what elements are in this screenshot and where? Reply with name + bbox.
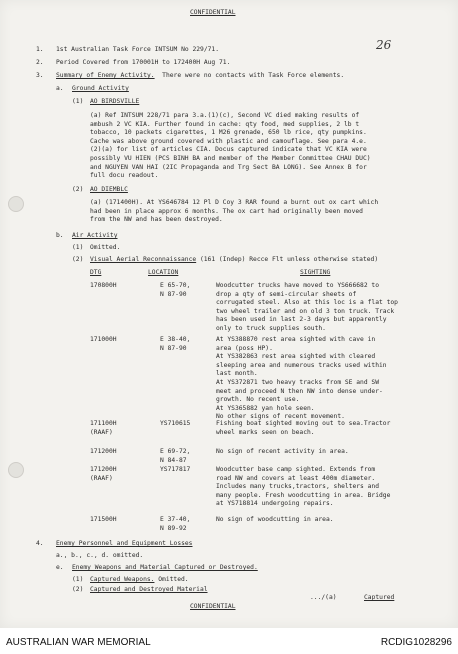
text-line: had been in place approx 6 months. The ox cart had originally been moved — [90, 207, 363, 215]
sighting-text: At YS365882 yan hole seen. — [216, 404, 315, 412]
text-line: possibly VU HIEN (PCS BINH BA and member of the Member Committee CHAU DUC) — [90, 155, 371, 162]
sub-label: (2) — [72, 586, 84, 593]
text-line: (2)(a) for list of articles CIA. Docus captured indicate that VC KIA were — [90, 146, 367, 154]
sighting-text: area (poss HP). — [216, 344, 273, 352]
sub-label: (1) — [72, 576, 84, 583]
item-number: 3. — [36, 72, 44, 79]
sighting-location: N 87-90 — [160, 344, 187, 352]
sighting-text: At YS382863 rest area sighted with cleared — [216, 353, 376, 361]
col-sighting: SIGHTING — [300, 269, 331, 276]
sighting-text: two wheel trailer and on old 3 ton truck. Track — [216, 307, 395, 315]
text-line: (a) (171400H). At YS646784 12 Pl D Coy 3 RAR found a burnt out ox cart which — [90, 199, 379, 206]
sighting-location: N 84-87 — [160, 456, 187, 464]
summary-line — [56, 72, 344, 80]
footer-record-id: RCDIG1028296 — [380, 637, 452, 648]
sighting-dtg: 171100H — [90, 420, 117, 427]
sighting-text: No sign of recent activity in area. — [216, 448, 349, 455]
sighting-text: growth. No recent use. — [216, 396, 300, 404]
col-dtg: DTG — [90, 269, 102, 276]
period-covered: Period Covered from 170001H to 172400H Aug 71. — [56, 59, 231, 66]
sighting-text: only to truck supplies south. — [216, 325, 326, 332]
sighting-location: N 87-90 — [160, 290, 187, 298]
text-line: full docu readout. — [90, 172, 159, 180]
text-line: tobacco, 10 packets cigarettes, 1 M26 grenade, 650 lb rice, qty pumpkins. — [90, 129, 367, 137]
item-number: 4. — [36, 540, 44, 547]
sighting-dtg: 171200H — [90, 448, 117, 455]
sighting-text: meet and proceed N then NW into dense under- — [216, 387, 383, 395]
sub-label: (2) — [72, 186, 84, 193]
var-text: (161 (Indep) Recce Flt unless otherwise stated) — [196, 256, 379, 263]
sighting-text: Woodcutter base camp sighted. Extends from — [216, 466, 376, 473]
punch-hole — [8, 462, 24, 478]
ao-birdsville-heading: AO BIRDSVILLE — [90, 98, 140, 105]
sighting-dtg: 171000H — [90, 336, 117, 343]
text-line: and NGUYEN VAN HAI (2IC Propaganda and Trg Sect BA LONG). See Annex B for — [90, 163, 367, 171]
continuation-word: Captured — [364, 594, 395, 601]
col-location: LOCATION — [148, 269, 179, 276]
text-line: (a) Ref INTSUM 228/71 para 3.a.(1)(c), Second VC died making results of — [90, 112, 360, 119]
text-line: ambush 2 VC KIA. Further found in cache: qty food, med supplies, 2 lb t — [90, 120, 360, 128]
sighting-text: No other signs of recent movement. — [216, 413, 345, 421]
ao-diemblc-heading: AO DIEMBLC — [90, 186, 128, 193]
text-line: from the NW and has been destroyed. — [90, 216, 223, 224]
sighting-text: At YS372871 two heavy tracks from SE and SW — [216, 379, 380, 386]
weapons-heading: Enemy Weapons and Material Captured or Destroyed. — [72, 564, 258, 571]
summary-heading: Summary of Enemy Activity. — [56, 72, 155, 79]
sighting-text: No sign of woodcutting in area. — [216, 516, 334, 523]
sighting-dtg: 171200H — [90, 466, 117, 473]
sighting-dtg: 171500H — [90, 516, 117, 523]
sighting-text: road NW and covers at least 400m diameter. — [216, 474, 376, 482]
air-activity-heading: Air Activity — [72, 232, 118, 239]
sub-label: (2) — [72, 256, 84, 263]
sighting-text: sleeping area and numerous tracks used within — [216, 361, 387, 369]
losses-heading: Enemy Personnel and Equipment Losses — [56, 540, 193, 547]
var-line — [90, 256, 378, 264]
sub-label: b. — [56, 232, 64, 239]
sighting-location: E 65-70, — [160, 282, 191, 289]
intsum-title: 1st Australian Task Force INTSUM No 229/71. — [56, 46, 220, 53]
item-number: 1. — [36, 46, 44, 53]
sighting-text: Includes many trucks,tractors, shelters and — [216, 483, 380, 491]
sighting-text: At YS388870 rest area sighted with cave in — [216, 336, 376, 343]
omitted-items: a., b., c., d. omitted. — [56, 552, 144, 559]
punch-hole — [8, 196, 24, 212]
handwritten-page-number: 26 — [376, 38, 392, 52]
var-heading: Visual Aerial Reconnaissance — [90, 256, 197, 263]
item-number: 2. — [36, 59, 44, 66]
captured-weapons-heading: Captured Weapons. — [90, 576, 155, 583]
archive-footer — [0, 628, 458, 654]
continuation-prefix: .../(a) — [310, 594, 337, 601]
classification-top: CONFIDENTIAL — [190, 9, 236, 16]
sighting-text: last month. — [216, 370, 258, 378]
sighting-text: has been used in last 2-3 days but apparently — [216, 316, 387, 324]
sub-label: e. — [56, 564, 64, 571]
sighting-text: many people. Fresh woodcutting in area. Bridge — [216, 491, 391, 499]
captured-weapons-line — [90, 576, 189, 584]
sighting-text: at YS718814 undergoing repairs. — [216, 500, 334, 508]
classification-bottom: CONFIDENTIAL — [190, 603, 236, 610]
sub-label: (1) — [72, 98, 84, 105]
air-activity-omitted: Omitted. — [90, 244, 121, 251]
sighting-dtg: (RAAF) — [90, 428, 113, 436]
sighting-location: N 89-92 — [160, 524, 187, 532]
sub-label: (1) — [72, 244, 84, 251]
sighting-text: Woodcutter trucks have moved to YS666682 to — [216, 282, 380, 289]
text-line: Cache was above ground covered with plastic and camouflage. See para 4.e. — [90, 137, 367, 145]
sighting-location: YS717817 — [160, 466, 191, 473]
sub-label: a. — [56, 85, 64, 92]
sighting-location: E 38-40, — [160, 336, 191, 343]
sighting-text: drop a qty of semi-circular sheets of — [216, 290, 357, 298]
footer-archive-name: AUSTRALIAN WAR MEMORIAL — [6, 637, 151, 648]
sighting-location: E 69-72, — [160, 448, 191, 455]
summary-text: There were no contacts with Task Force elements. — [154, 72, 345, 79]
sighting-dtg: 170800H — [90, 282, 117, 289]
sighting-location: E 37-40, — [160, 516, 191, 523]
sighting-dtg: (RAAF) — [90, 474, 113, 482]
sighting-location: YS710615 — [160, 420, 191, 427]
sighting-text: wheel marks seen on beach. — [216, 428, 315, 436]
captured-weapons-text: Omitted. — [154, 576, 189, 583]
captured-material-heading: Captured and Destroyed Material — [90, 586, 208, 593]
sighting-text: corrugated steel. Also at this loc is a flat top — [216, 299, 398, 307]
ground-activity-heading: Ground Activity — [72, 85, 129, 92]
sighting-text: Fishing boat sighted moving out to sea.Tractor — [216, 420, 391, 427]
